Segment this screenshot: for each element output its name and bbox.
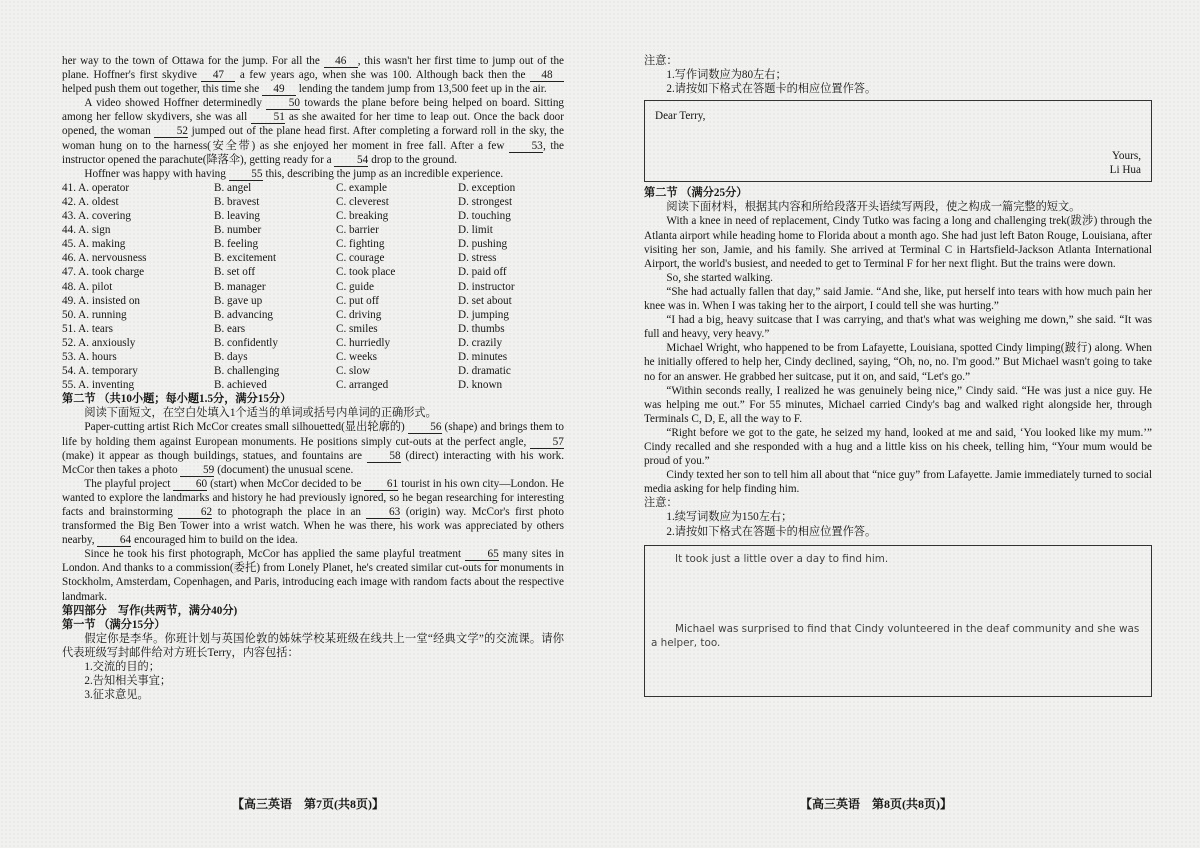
option-cell: B. gave up (214, 294, 263, 307)
option-row-49 (62, 294, 564, 308)
option-cell: C. slow (336, 365, 371, 378)
blank-50: 50 (266, 97, 300, 110)
option-row-53 (62, 350, 564, 364)
option-cell: B. leaving (214, 210, 260, 223)
option-row-51 (62, 322, 564, 336)
blank-65: 65 (465, 548, 499, 561)
continuation-opening-2: Michael was surprised to find that Cindy volunteered in the deaf community and she was a helper, too. (651, 622, 1140, 649)
option-row-46 (62, 251, 564, 265)
text-segment: (start) when McCor decided to be (207, 477, 365, 490)
story-paragraph-4: “I had a big, heavy suitcase that I was carrying, and that's what was weighing me down,” she said. “It was full and heavy, very heavy.” (644, 314, 1152, 341)
letter-signature: Li Hua (1109, 164, 1141, 177)
option-row-54 (62, 364, 564, 378)
text-segment: , this wasn't her first time to jump out of the plane. Hoffner's first skydive (62, 55, 565, 82)
blank-52: 52 (154, 125, 188, 138)
blank-62: 62 (178, 506, 212, 519)
option-cell: D. crazily (458, 336, 503, 349)
left-page (62, 54, 564, 702)
option-cell: D. exception (458, 181, 516, 194)
option-cell: B. ears (214, 322, 246, 335)
option-cell: C. smiles (336, 322, 378, 335)
text-segment: Paper-cutting artist Rich McCor creates small silhouetted(显出轮廓的) (84, 421, 408, 434)
text-segment: this, describing the jump as an incredible experience. (262, 167, 504, 180)
section-2-instructions: 阅读下面短文，在空白处填入1个适当的单词或括号内单词的正确形式。 (84, 407, 437, 420)
text-segment: A video showed Hoffner determinedly (84, 97, 267, 110)
option-row-47 (62, 265, 564, 279)
option-row-50 (62, 308, 564, 322)
option-cell: 45. A. making (62, 238, 126, 251)
text-segment: lending the tandem jump from 13,500 feet up in the air. (295, 83, 547, 96)
option-cell: C. breaking (336, 210, 389, 223)
passage-paragraph-2 (62, 96, 564, 166)
blank-53: 53 (509, 140, 543, 153)
option-cell: B. set off (214, 266, 256, 279)
text-segment: helped push them out together, this time she (62, 83, 262, 96)
option-cell: 52. A. anxiously (62, 336, 136, 349)
option-cell: D. instructor (458, 280, 515, 293)
task-item-3: 3.征求意见。 (84, 689, 149, 702)
text-segment: tourist in his own city—London. He wanted to explore the landmarks and history he had previously ignored, so he began researching for interesting facts and brainstorming (62, 477, 564, 518)
option-cell: 42. A. oldest (62, 195, 119, 208)
text-segment: Hoffner was happy with having (84, 167, 229, 180)
text-segment: a few years ago, when she was 100. Although back then the (235, 69, 530, 82)
text-segment: jumped out of the plane head first. After completing a forward roll in the sky, the woman hung on to the harness(安全带) as she enjoyed her moment in free fall. After a few (62, 125, 564, 152)
option-cell: B. number (214, 224, 262, 237)
text-segment: as she awaited for her time to leap out. Once the back door opened, the woman (62, 111, 564, 138)
option-cell: 51. A. tears (62, 322, 113, 335)
blank-55: 55 (229, 168, 263, 181)
note-2: 2.请按如下格式在答题卡的相应位置作答。 (666, 83, 877, 96)
option-cell: B. confidently (214, 336, 279, 349)
option-cell: C. courage (336, 252, 385, 265)
letter-closing (1110, 149, 1141, 177)
option-cell: C. guide (336, 280, 374, 293)
story-paragraph-2: So, she started walking. (666, 271, 773, 284)
blank-64: 64 (97, 534, 131, 547)
option-cell: B. angel (214, 181, 252, 194)
option-row-44 (62, 223, 564, 237)
text-segment: , the instructor opened the parachute(降落伞), getting ready for a (62, 139, 565, 166)
section-2-title: 第二节 （共10小题；每小题1.5分，满分15分） (62, 393, 292, 406)
option-cell: B. excitement (214, 252, 277, 265)
cloze-paragraph-3 (62, 547, 564, 603)
option-cell: D. dramatic (458, 365, 511, 378)
page-footer-right: 【高三英语 第8页(共8页)】 (800, 797, 952, 811)
text-segment: (direct) interacting with his work. McCor then takes a photo (62, 449, 564, 476)
option-cell: D. stress (458, 252, 497, 265)
option-cell: C. barrier (336, 224, 379, 237)
letter-close-word: Yours, (1111, 150, 1141, 163)
passage-paragraph-1 (62, 54, 564, 96)
option-cell: 48. A. pilot (62, 280, 113, 293)
blank-59: 59 (180, 464, 214, 477)
story-paragraph-6: “Within seconds really, I realized he was genuinely being nice,” Cindy said. “He was just a nice guy. He was helping me out.” For 55 minutes, Michael carried Cindy's bag and walked right alongside her, through Terminals C, D, E, all the way to F. (644, 384, 1152, 425)
text-segment: towards the plane before being helped on board. Sitting among her fellow skydivers, she was all (62, 97, 565, 124)
text-segment: Since he took his first photograph, McCor has applied the same playful treatment (84, 548, 465, 561)
blank-58: 58 (367, 450, 401, 463)
writing-section-2-title: 第二节 （满分25分） (644, 187, 748, 200)
option-cell: B. days (214, 350, 248, 363)
option-cell: D. jumping (458, 308, 509, 321)
option-cell: C. took place (336, 266, 396, 279)
text-segment: drop to the ground. (368, 153, 458, 166)
option-row-52 (62, 336, 564, 350)
letter-salutation: Dear Terry, (655, 110, 706, 123)
passage-paragraph-3 (62, 167, 564, 181)
option-cell: B. feeling (214, 238, 259, 251)
blank-63: 63 (366, 506, 400, 519)
text-segment: her way to the town of Ottawa for the jump. For all the (62, 55, 324, 67)
option-cell: C. weeks (336, 350, 378, 363)
option-cell: C. hurriedly (336, 336, 391, 349)
option-cell: 54. A. temporary (62, 365, 138, 378)
story-paragraph-7: “Right before we got to the gate, he seized my hand, looked at me and said, ‘You looked like my mum.’” Cindy recalled and she responded with a hug and a little kiss on his cheek, telling him, “Your mum would be proud of you.” (644, 426, 1152, 468)
option-row-43 (62, 209, 564, 223)
text-segment: (shape) and brings them to life by holding them against European monuments. He positions simply cut-outs at the perfect angle, (62, 421, 564, 448)
blank-46: 46 (324, 55, 358, 68)
text-segment: to photograph the place in an (212, 506, 367, 518)
option-cell: 47. A. took charge (62, 266, 145, 279)
writing-section-2-instructions: 阅读下面材料，根据其内容和所给段落开头语续写两段，使之构成一篇完整的短文。 (666, 201, 1081, 214)
option-row-48 (62, 280, 564, 294)
option-cell: D. set about (458, 294, 512, 307)
note-1: 1.写作词数应为80左右； (666, 69, 787, 82)
option-cell: C. fighting (336, 238, 385, 251)
text-segment: The playful project (84, 477, 174, 490)
option-row-45 (62, 237, 564, 251)
options-table (62, 181, 564, 392)
blank-61: 61 (364, 478, 398, 491)
cloze-paragraph-2 (62, 477, 564, 547)
story-paragraph-1: With a knee in need of replacement, Cindy Tutko was facing a long and challenging trek(跋涉) through the Atlanta airport while heading home to Florida about a month ago. She had just left Baton Rouge, Louisiana, after visiting her son, Jamie, and his family. She arrived at Terminal C in Hartsfield-Jackson Atlanta International Airport, the world's busiest, and needed to get to Terminal F for her next flight. But the trains were down. (644, 215, 1152, 270)
blank-48: 48 (530, 69, 564, 82)
option-cell: 43. A. covering (62, 210, 131, 223)
continuation-opening-1: It took just a little over a day to find him. (675, 552, 889, 565)
option-cell: 46. A. nervousness (62, 252, 147, 265)
right-page (644, 54, 1152, 697)
blank-57: 57 (530, 436, 564, 449)
story-paragraph-3: “She had actually fallen that day,” said Jamie. “And she, like, put herself into tears with how much pain her knee was in. When I was taking her to the airport, I could tell she was hurting.” (644, 285, 1152, 313)
option-cell: D. pushing (458, 238, 508, 251)
option-cell: D. known (458, 379, 503, 392)
option-cell: D. touching (458, 210, 511, 223)
option-cell: B. challenging (214, 365, 280, 378)
option-cell: 50. A. running (62, 308, 127, 321)
text-segment: encouraged him to build on the idea. (131, 534, 298, 547)
writing-task: 假定你是李华。你班计划与英国伦敦的姊妹学校某班级在线共上一堂“经典文学”的交流课。请你代表班级写封邮件给对方班长Terry，内容包括： (62, 632, 564, 659)
letter-answer-box (644, 100, 1152, 182)
blank-54: 54 (334, 154, 368, 167)
option-cell: C. put off (336, 294, 379, 307)
continuation-answer-box (644, 545, 1152, 697)
cloze-paragraph-1 (62, 420, 564, 476)
option-cell: C. cleverest (336, 195, 389, 208)
option-row-41 (62, 181, 564, 195)
task-item-1: 1.交流的目的； (84, 661, 160, 674)
text-segment: many sites in London. And thanks to a commission(委托) from Lonely Planet, he's created similar cut-outs for monuments in Stockholm, Amsterdam, Copenhagen, and Paris, introducing each image with random facts about the respective landmark. (62, 548, 564, 603)
option-cell: D. thumbs (458, 322, 505, 335)
option-cell: 49. A. insisted on (62, 294, 141, 307)
option-row-55 (62, 378, 564, 392)
option-cell: B. bravest (214, 195, 260, 208)
task-item-2: 2.告知相关事宜； (84, 675, 172, 688)
page-footer-left: 【高三英语 第7页(共8页)】 (232, 797, 384, 811)
blank-60: 60 (173, 478, 207, 491)
option-cell: B. achieved (214, 379, 267, 392)
notes-2-title: 注意： (644, 497, 678, 510)
option-cell: B. manager (214, 280, 266, 293)
option-cell: B. advancing (214, 308, 274, 321)
notes-title: 注意： (644, 55, 678, 67)
text-segment: (origin) way. McCor's first photo transformed the Big Ben Tower into a wrist watch. When he was there, his work was appreciated by others nearby, (62, 506, 565, 547)
story-paragraph-8: Cindy texted her son to tell him all about that “nice guy” from Lafayette. Jamie immediately turned to social media asking for help finding him. (644, 469, 1152, 496)
story-paragraph-5: Michael Wright, who happened to be from Lafayette, Louisiana, spotted Cindy limping(跛行) along. When he initially offered to help her, Cindy declined, saying, “Oh, no, no. I'm good.” But Michael wasn't going to take no for an answer. He grabbed her suitcase, put it on, and said, “Let's go.” (644, 342, 1152, 383)
text-segment: (document) the unusual scene. (214, 463, 354, 476)
option-cell: D. strongest (458, 195, 513, 208)
option-cell: D. paid off (458, 266, 507, 279)
note-2-2: 2.请按如下格式在答题卡的相应位置作答。 (666, 525, 877, 538)
option-cell: 41. A. operator (62, 181, 130, 194)
part-4-title: 第四部分 写作(共两节，满分40分) (62, 604, 238, 617)
option-cell: D. minutes (458, 350, 508, 363)
text-segment: (make) it appear as though buildings, statues, and fountains are (62, 449, 367, 462)
blank-56: 56 (408, 421, 442, 434)
blank-47: 47 (201, 69, 235, 82)
option-row-42 (62, 195, 564, 209)
option-cell: C. driving (336, 308, 382, 321)
option-cell: 55. A. inventing (62, 379, 135, 392)
option-cell: 53. A. hours (62, 350, 117, 363)
note-2-1: 1.续写词数应为150左右； (666, 511, 793, 524)
writing-section-1-title: 第一节 （满分15分） (62, 618, 166, 631)
option-cell: C. example (336, 181, 387, 194)
blank-51: 51 (251, 111, 285, 124)
option-cell: C. arranged (336, 379, 389, 392)
option-cell: D. limit (458, 224, 493, 237)
option-cell: 44. A. sign (62, 224, 111, 237)
blank-49: 49 (262, 83, 296, 96)
